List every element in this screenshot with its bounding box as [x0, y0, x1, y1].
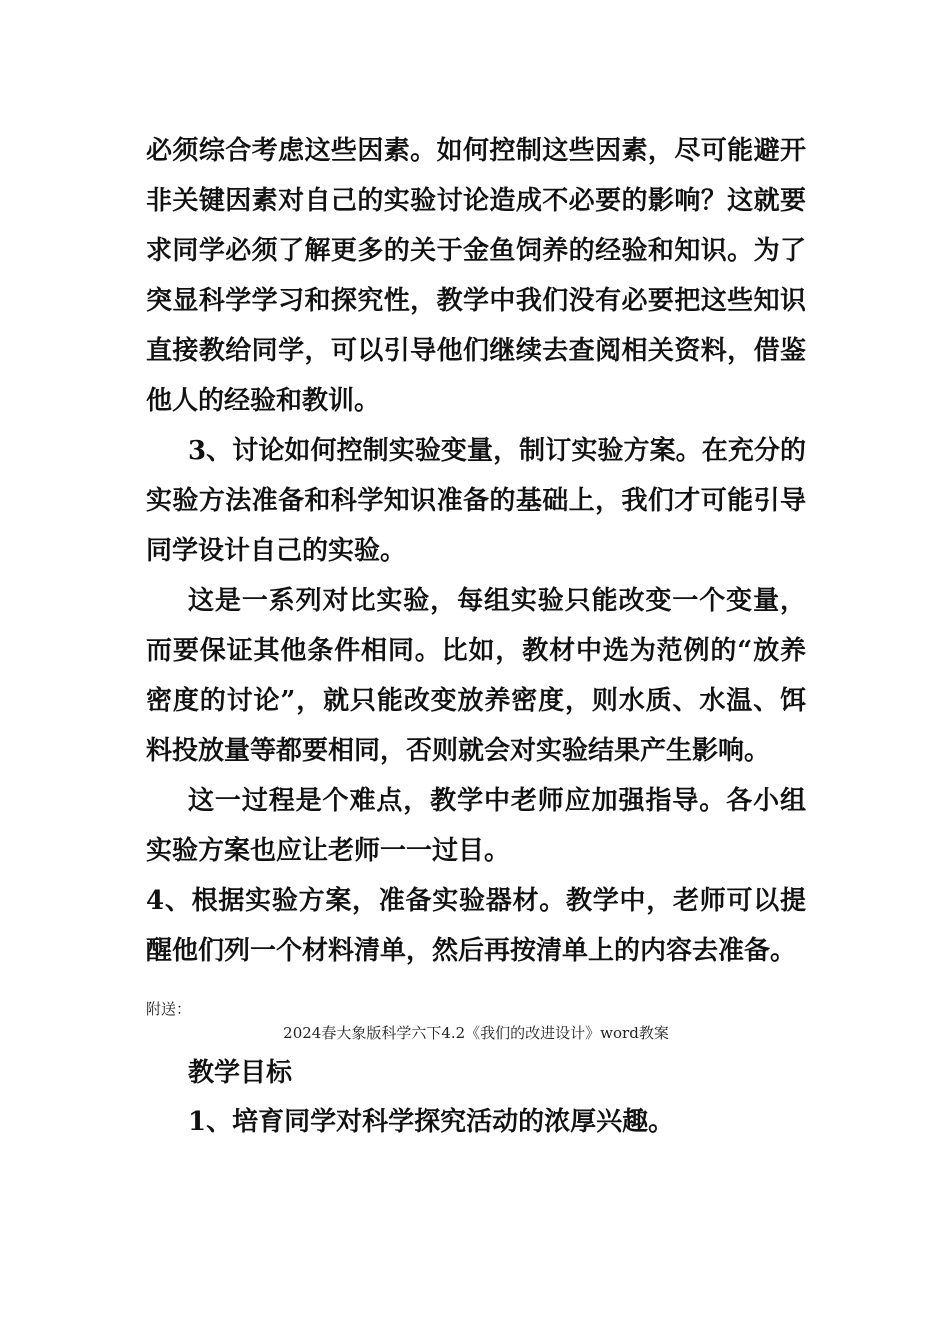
section-heading: 教学目标: [188, 1058, 293, 1088]
body-text: [146, 126, 806, 976]
objective-item: 1、培育同学对科学探究活动的浓厚兴趣。: [188, 1107, 675, 1137]
paragraph-difficulty: 这一过程是个难点，教学中老师应加强指导。各小组实验方案也应让老师一一过目。: [146, 786, 806, 866]
paragraph-comparison-experiment: 这是一系列对比实验，每组实验只能改变一个变量，而要保证其他条件相同。比如，教材中选为范例的“放养密度的讨论”，就只能改变放养密度，则水质、水温、饵料投放量等都要相同，否则就会对实验结果产生影响。: [146, 586, 806, 766]
paragraph-considerations: 必须综合考虑这些因素。如何控制这些因素，尽可能避开非关键因素对自己的实验讨论造成不必要的影响？这就要求同学必须了解更多的关于金鱼饲养的经验和知识。为了突显科学学习和探究性，教学中我们没有必要把这些知识直接教给同学，可以引导他们继续去查阅相关资料，借鉴他人的经验和教训。: [146, 136, 806, 416]
paragraph-step-4: 4、根据实验方案，准备实验器材。教学中，老师可以提醒他们列一个材料清单，然后再按清单上的内容去准备。: [146, 886, 806, 966]
appendix-label: 附送：: [146, 1000, 192, 1018]
appendix-title: 2024春大象版科学六下4.2《我们的改进设计》word教案: [283, 1024, 669, 1042]
paragraph-step-3: 3、讨论如何控制实验变量，制订实验方案。在充分的实验方法准备和科学知识准备的基础上，我们才可能引导同学设计自己的实验。: [146, 436, 806, 566]
